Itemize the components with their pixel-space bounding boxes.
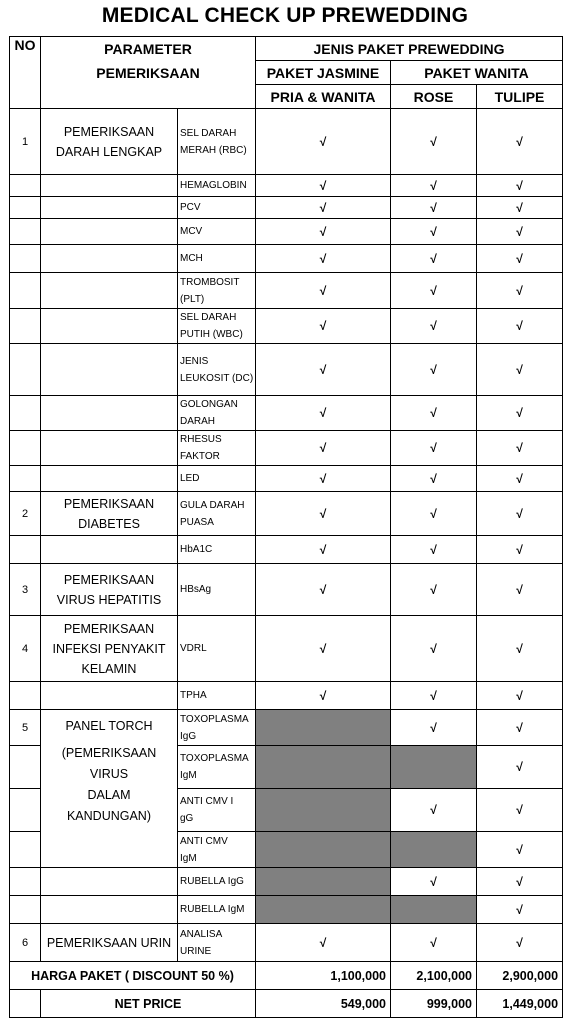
not-included-cell — [256, 746, 391, 789]
price-jasmine: 1,100,000 — [256, 962, 391, 990]
check-mark: √ — [256, 466, 391, 492]
category-line: DIABETES — [78, 516, 140, 531]
parameter-cell — [178, 309, 256, 344]
category-label: PEMERIKSAAN URIN — [41, 924, 178, 962]
parameter-line: SEL DARAH — [180, 127, 237, 139]
price-row — [10, 962, 563, 990]
check-mark: √ — [477, 896, 563, 924]
parameter-cell — [178, 396, 256, 431]
table-row — [10, 431, 563, 466]
parameter-line: TOXOPLASMA — [180, 713, 249, 725]
check-mark: √ — [477, 466, 563, 492]
check-mark: √ — [391, 789, 477, 832]
parameter-line: SEL DARAH — [180, 312, 237, 323]
check-mark: √ — [391, 219, 477, 245]
check-mark: √ — [477, 396, 563, 431]
table-row — [10, 536, 563, 564]
category-line: DARAH LENGKAP — [55, 144, 163, 159]
row-number: 4 — [10, 616, 41, 682]
category-label — [41, 564, 178, 616]
parameter-cell — [178, 273, 256, 309]
parameter-line: ANTI CMV I — [180, 796, 234, 807]
check-mark: √ — [391, 868, 477, 896]
check-mark: √ — [256, 431, 391, 466]
check-mark: √ — [477, 344, 563, 396]
row-number: 5 — [10, 710, 41, 746]
table-row — [10, 616, 563, 682]
parameter-line: DARAH — [180, 416, 216, 427]
category-line: PEMERIKSAAN — [63, 621, 155, 636]
check-mark: √ — [256, 219, 391, 245]
parameter-line: PUTIH (WBC) — [180, 329, 243, 340]
table-row — [10, 309, 563, 344]
check-mark: √ — [477, 868, 563, 896]
check-mark: √ — [256, 924, 391, 962]
net-price-row — [10, 990, 563, 1018]
table-row — [10, 868, 563, 896]
check-mark: √ — [256, 109, 391, 175]
parameter-cell: RUBELLA IgG — [178, 868, 256, 896]
table-row — [10, 245, 563, 273]
check-mark: √ — [256, 564, 391, 616]
not-included-cell — [391, 896, 477, 924]
category-line: PEMERIKSAAN — [63, 572, 155, 587]
parameter-cell — [178, 109, 256, 175]
parameter-line: GOLONGAN — [180, 399, 238, 410]
parameter-line: (PLT) — [180, 293, 205, 305]
check-mark: √ — [477, 109, 563, 175]
check-mark: √ — [391, 309, 477, 344]
parameter-line: gG — [180, 813, 194, 824]
net-price-jasmine: 549,000 — [256, 990, 391, 1018]
check-mark: √ — [391, 431, 477, 466]
check-mark: √ — [391, 245, 477, 273]
category-label — [41, 616, 178, 682]
check-mark: √ — [477, 789, 563, 832]
page-title: MEDICAL CHECK UP PREWEDDING — [101, 4, 469, 27]
parameter-line: TOXOPLASMA — [180, 753, 249, 764]
harga-paket-label: HARGA PAKET ( DISCOUNT 50 %) — [10, 962, 256, 990]
header-parameter — [41, 37, 256, 109]
not-included-cell — [256, 868, 391, 896]
category-line: VIRUS — [89, 767, 129, 781]
table-row — [10, 564, 563, 616]
check-mark: √ — [256, 309, 391, 344]
parameter-cell: RUBELLA IgM — [178, 896, 256, 924]
check-mark: √ — [477, 536, 563, 564]
category-label — [41, 492, 178, 536]
net-price-rose: 999,000 — [391, 990, 477, 1018]
category-line: VIRUS HEPATITIS — [56, 592, 162, 607]
not-included-cell — [256, 832, 391, 868]
parameter-cell — [178, 710, 256, 746]
check-mark: √ — [256, 175, 391, 197]
check-mark: √ — [477, 682, 563, 710]
check-mark: √ — [477, 197, 563, 219]
not-included-cell — [256, 710, 391, 746]
parameter-cell: MCH — [178, 245, 256, 273]
check-mark: √ — [391, 197, 477, 219]
table-row — [10, 896, 563, 924]
check-mark: √ — [391, 924, 477, 962]
parameter-cell: HbA1C — [178, 536, 256, 564]
check-mark: √ — [256, 492, 391, 536]
parameter-line: URINE — [180, 945, 212, 957]
header-paket-wanita: PAKET WANITA — [391, 61, 563, 85]
parameter-line: MERAH (RBC) — [180, 144, 247, 156]
not-included-cell — [391, 746, 477, 789]
header-jenis-paket: JENIS PAKET PREWEDDING — [256, 37, 563, 61]
check-mark: √ — [477, 616, 563, 682]
price-rose: 2,100,000 — [391, 962, 477, 990]
parameter-line: ANTI CMV — [180, 835, 228, 847]
table-row — [10, 175, 563, 197]
parameter-cell: HEMAGLOBIN — [178, 175, 256, 197]
table-row — [10, 396, 563, 431]
check-mark: √ — [256, 536, 391, 564]
category-label — [41, 109, 178, 175]
parameter-line: LEUKOSIT (DC) — [180, 372, 254, 384]
check-mark: √ — [391, 109, 477, 175]
table-row — [10, 197, 563, 219]
parameter-line: ANALISA — [180, 928, 223, 940]
header-paket-jasmine: PAKET JASMINE — [256, 61, 391, 85]
check-mark: √ — [256, 197, 391, 219]
parameter-line: IgG — [180, 730, 197, 742]
category-line: KANDUNGAN) — [66, 809, 152, 823]
table-row — [10, 710, 563, 746]
parameter-line: FAKTOR — [180, 451, 220, 462]
category-line: DALAM — [87, 788, 131, 802]
parameter-cell — [178, 924, 256, 962]
parameter-line: GULA DARAH — [180, 499, 245, 511]
parameter-line: RHESUS — [180, 434, 222, 445]
check-mark: √ — [477, 175, 563, 197]
check-mark: √ — [256, 273, 391, 309]
check-mark: √ — [391, 682, 477, 710]
parameter-cell — [178, 344, 256, 396]
parameter-cell — [178, 746, 256, 789]
parameter-line: IgM — [180, 770, 197, 781]
check-mark: √ — [477, 219, 563, 245]
check-mark: √ — [391, 492, 477, 536]
table-row — [10, 466, 563, 492]
not-included-cell — [256, 789, 391, 832]
check-mark: √ — [477, 564, 563, 616]
parameter-cell — [178, 832, 256, 868]
check-mark: √ — [477, 746, 563, 789]
parameter-cell: TPHA — [178, 682, 256, 710]
parameter-line: PUASA — [180, 516, 214, 528]
check-mark: √ — [477, 309, 563, 344]
package-table — [9, 36, 563, 1018]
table-row — [10, 492, 563, 536]
net-price-label: NET PRICE — [41, 990, 256, 1018]
check-mark: √ — [391, 396, 477, 431]
table-row — [10, 219, 563, 245]
table-row — [10, 273, 563, 309]
price-tulipe: 2,900,000 — [477, 962, 563, 990]
check-mark: √ — [477, 710, 563, 746]
parameter-line: TROMBOSIT — [180, 276, 240, 288]
header-rose: ROSE — [391, 85, 477, 109]
header-parameter-line2: PEMERIKSAAN — [96, 65, 200, 81]
parameter-cell — [178, 789, 256, 832]
parameter-line: IgM — [180, 852, 197, 864]
category-line: INFEKSI PENYAKIT — [52, 641, 166, 656]
category-label — [41, 710, 178, 868]
table-row — [10, 682, 563, 710]
row-number: 3 — [10, 564, 41, 616]
table-row — [10, 344, 563, 396]
check-mark: √ — [391, 710, 477, 746]
check-mark: √ — [477, 832, 563, 868]
category-line: (PEMERIKSAAN — [61, 746, 157, 760]
category-line: PANEL TORCH — [65, 719, 153, 733]
check-mark: √ — [256, 682, 391, 710]
check-mark: √ — [477, 273, 563, 309]
category-line: KELAMIN — [81, 661, 137, 676]
parameter-cell: MCV — [178, 219, 256, 245]
check-mark: √ — [391, 564, 477, 616]
check-mark: √ — [391, 273, 477, 309]
check-mark: √ — [391, 344, 477, 396]
check-mark: √ — [477, 924, 563, 962]
check-mark: √ — [391, 536, 477, 564]
parameter-cell: LED — [178, 466, 256, 492]
table-row — [10, 109, 563, 175]
check-mark: √ — [391, 616, 477, 682]
check-mark: √ — [256, 396, 391, 431]
parameter-cell: PCV — [178, 197, 256, 219]
check-mark: √ — [256, 344, 391, 396]
check-mark: √ — [477, 431, 563, 466]
header-pria-wanita: PRIA & WANITA — [256, 85, 391, 109]
check-mark: √ — [391, 466, 477, 492]
check-mark: √ — [256, 616, 391, 682]
not-included-cell — [256, 896, 391, 924]
row-number: 2 — [10, 492, 41, 536]
check-mark: √ — [477, 492, 563, 536]
net-price-tulipe: 1,449,000 — [477, 990, 563, 1018]
header-tulipe: TULIPE — [477, 85, 563, 109]
parameter-cell: HBsAg — [178, 564, 256, 616]
row-number: 6 — [10, 924, 41, 962]
check-mark: √ — [391, 175, 477, 197]
check-mark: √ — [256, 245, 391, 273]
header-parameter-line1: PARAMETER — [104, 41, 192, 57]
row-number: 1 — [10, 109, 41, 175]
parameter-line: JENIS — [180, 355, 209, 367]
category-line: PEMERIKSAAN — [63, 124, 155, 139]
check-mark: √ — [477, 245, 563, 273]
header-no: NO — [10, 37, 41, 109]
category-line: PEMERIKSAAN — [63, 496, 155, 511]
not-included-cell — [391, 832, 477, 868]
parameter-cell: VDRL — [178, 616, 256, 682]
table-row — [10, 924, 563, 962]
parameter-cell — [178, 431, 256, 466]
parameter-cell — [178, 492, 256, 536]
